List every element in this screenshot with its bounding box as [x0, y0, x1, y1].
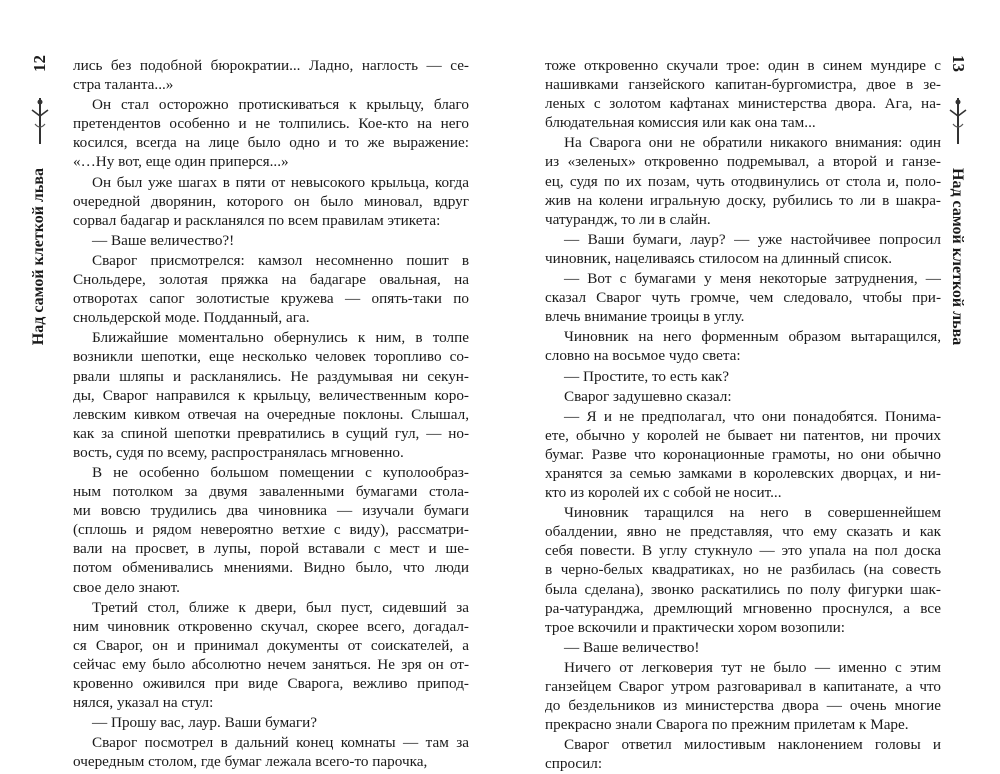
text-line: На Сварога они не обратили никакого внимания: один: [564, 134, 941, 152]
text-line: очередным столом, где бумаг лежала всего-то парочка,: [73, 753, 428, 771]
text-line: «…Ну вот, еще один приперся...»: [73, 153, 289, 171]
text-line: Чиновник таращился на него в совершеннейшем: [564, 504, 941, 522]
paragraph: [73, 713, 469, 732]
text-line: Снольдере, золотая пряжка на бадагаре овальная, на: [73, 271, 469, 289]
text-line: словно на восьмое чудо света:: [545, 347, 741, 365]
text-line: вали на просвет, в лупы, порой вставали с мест и ше-: [73, 540, 469, 558]
text-line: — Ваше величество!: [564, 638, 700, 656]
paragraph: [545, 56, 941, 132]
paragraph: [545, 503, 941, 637]
paragraph: [545, 387, 941, 406]
paragraph: [73, 328, 469, 462]
text-line: чатурандж, то ли в слайн.: [545, 210, 711, 228]
text-line: в черно-белых квадратиках, но не разбилась (на совесть: [545, 561, 941, 579]
text-line: леных с золотом кафтанах министерства двора. Ага, на-: [545, 95, 941, 113]
right-page-text: [545, 56, 941, 774]
text-line: трое вскочили и практически хором возопили:: [545, 618, 846, 636]
page-number-left: 12: [30, 55, 49, 72]
text-line: возникли шепотки, еще несколько человек торопливо со-: [73, 348, 469, 366]
text-line: кто из королей их с собой не носит...: [545, 484, 782, 502]
text-line: вость, судя по всему, распространялась мгновенно.: [73, 443, 404, 461]
running-title-right: Над самой клеткой льва: [949, 168, 966, 346]
text-line: жив на колени игральную доску, рубились то ли в шакра-: [545, 191, 941, 209]
text-line: — Я и не предполагал, что они понадобятся. Понима-: [564, 407, 941, 425]
text-line: Сварог присмотрелся: камзол несомненно пошит в: [92, 251, 469, 269]
text-line: очередной дворянин, которого он было миновал, вдруг: [73, 192, 469, 210]
text-line: спросил:: [545, 755, 603, 773]
paragraph: [545, 638, 941, 657]
text-line: левским кивком отвечая на очередные поклоны. Слышал,: [73, 405, 469, 423]
text-line: ми вовсю трудились два чиновника — изучали бумаги: [73, 502, 469, 520]
text-line: Сварог посмотрел в дальний конец комнаты — там за: [92, 734, 469, 752]
text-line: обалдении, явно не представляя, что ему сказать и как: [545, 523, 941, 541]
text-line: ным потолком за двумя заваленными бумагами стола-: [73, 483, 469, 501]
text-line: ся Сварог, он и принимал документы от соискателей, а: [73, 636, 469, 654]
text-line: из «зеленых» откровенно подремывал, а второй и ганзе-: [545, 153, 941, 171]
text-line: стра таланта...»: [73, 76, 174, 94]
paragraph: [545, 230, 941, 268]
text-line: снольдерской моде. Подданный, ага.: [73, 309, 310, 327]
paragraph: [73, 733, 469, 771]
text-line: до бездельников из министерства двора — очень многие: [545, 697, 941, 715]
text-line: ды, Сварог направился к крыльцу, величественным коро-: [73, 386, 469, 404]
sword-ornament-icon: [29, 96, 51, 146]
paragraph: [545, 327, 941, 365]
text-line: себя повести. В углу стукнуло — это упала на пол доска: [545, 542, 941, 560]
text-line: — Ваши бумаги, лаур? — уже настойчивее попросил: [564, 230, 941, 248]
paragraph: [73, 251, 469, 327]
text-line: (сплошь и рядом невероятно ветхие с виду), рассматри-: [73, 521, 469, 539]
text-line: свое дело знают.: [73, 578, 180, 596]
text-line: — Вот с бумагами у меня некоторые затруднения, —: [564, 270, 941, 288]
text-line: Ближайшие моментально обернулись к ним, в толпе: [92, 329, 469, 347]
text-line: нялся, указал на стул:: [73, 694, 214, 712]
text-line: Он стал осторожно протискиваться к крыльцу, благо: [92, 96, 469, 114]
sword-ornament-icon: [947, 96, 969, 146]
text-line: ете, обычно у королей не бывает ни патентов, ни прочих: [545, 426, 941, 444]
paragraph: [73, 56, 469, 94]
text-line: Чиновник на него форменным образом вытаращился,: [564, 328, 941, 346]
text-line: Он был уже шагах в пяти от невысокого крыльца, когда: [92, 173, 469, 191]
text-line: Ничего от легковерия тут не было — именно с этим: [564, 658, 941, 676]
text-line: хранятся за семью замками в королевских дворцах, и ни-: [545, 464, 941, 482]
paragraph: [73, 173, 469, 230]
paragraph: [73, 598, 469, 713]
text-line: лись без подобной бюрократии... Ладно, наглость — се-: [73, 57, 469, 74]
text-line: бумаг. Разве что коронационные грамоты, но они обычно: [545, 445, 941, 463]
paragraph: [545, 269, 941, 326]
text-line: косился, всегда на лице было одно и то же выражение:: [73, 134, 469, 152]
paragraph: [545, 407, 941, 502]
left-page-text: [73, 56, 469, 772]
running-title-left: Над самой клеткой льва: [30, 168, 47, 346]
text-line: тоже откровенно скучали трое: один в синем мундире с: [545, 57, 941, 74]
text-line: прекрасно знали Сварога по прежним прилетам к Маре.: [545, 716, 909, 734]
paragraph: [545, 367, 941, 386]
text-line: ним чиновник откровенно скучал, скорее всего, догадал-: [73, 617, 469, 635]
text-line: претендентов особенно и не толпились. Кое-кто на него: [73, 115, 469, 133]
paragraph: [545, 133, 941, 228]
text-line: ра-чатуранджа, дремлющий мгновенно проснулся, а все: [545, 599, 941, 617]
paragraph: [545, 658, 941, 734]
page-number-right: 13: [949, 55, 968, 72]
text-line: как за спиной шепотки превратились в сущий гул, — но-: [73, 424, 469, 442]
text-line: была сделана), звонко раскатились по полу фигурки шак-: [545, 580, 941, 598]
text-line: ганзейцем Сварог утром разговаривал в капитанате, а что: [545, 678, 941, 695]
text-line: — Прошу вас, лаур. Ваши бумаги?: [92, 714, 317, 732]
text-line: кровенно оживился при виде Сварога, вежливо припод-: [73, 675, 469, 692]
text-line: — Простите, то есть как?: [564, 367, 730, 385]
text-line: чиновник, нацеливаясь стилосом на длинный список.: [545, 249, 892, 267]
text-line: блюдательная комиссия или как она там...: [545, 114, 816, 132]
text-line: отворотах сапог золотистые кружева — опять-таки по: [73, 290, 469, 308]
paragraph: [545, 735, 941, 773]
paragraph: [73, 463, 469, 597]
paragraph: [73, 231, 469, 250]
text-line: В не особенно большом помещении с куполообраз-: [92, 463, 469, 481]
text-line: влечь внимание троицы в углу.: [545, 308, 745, 326]
text-line: рвали шляпы и раскланялись. Не раздумывая ни секун-: [73, 367, 469, 385]
text-line: Сварог задушевно сказал:: [564, 387, 732, 405]
text-line: — Ваше величество?!: [92, 231, 235, 249]
text-line: нашивками ганзейского капитан-бургомистра, двое в зе-: [545, 76, 941, 94]
text-line: ец, судя по их позам, чуть отодвинулись от стола и, поло-: [545, 172, 941, 190]
text-line: сейчас ему было абсолютно нечем заняться. Не зря он от-: [73, 655, 469, 673]
text-line: Сварог ответил милостивым наклонением головы и: [564, 736, 941, 754]
text-line: потом обменивались мнениями. Видно было, что люди: [73, 559, 469, 577]
paragraph: [73, 95, 469, 171]
text-line: сказал Сварог чуть громче, чем следовало, чтобы при-: [545, 289, 941, 307]
text-line: Третий стол, ближе к двери, был пуст, сидевший за: [92, 598, 469, 616]
text-line: сорвал бадагар и раскланялся по всем правилам этикета:: [73, 211, 441, 229]
